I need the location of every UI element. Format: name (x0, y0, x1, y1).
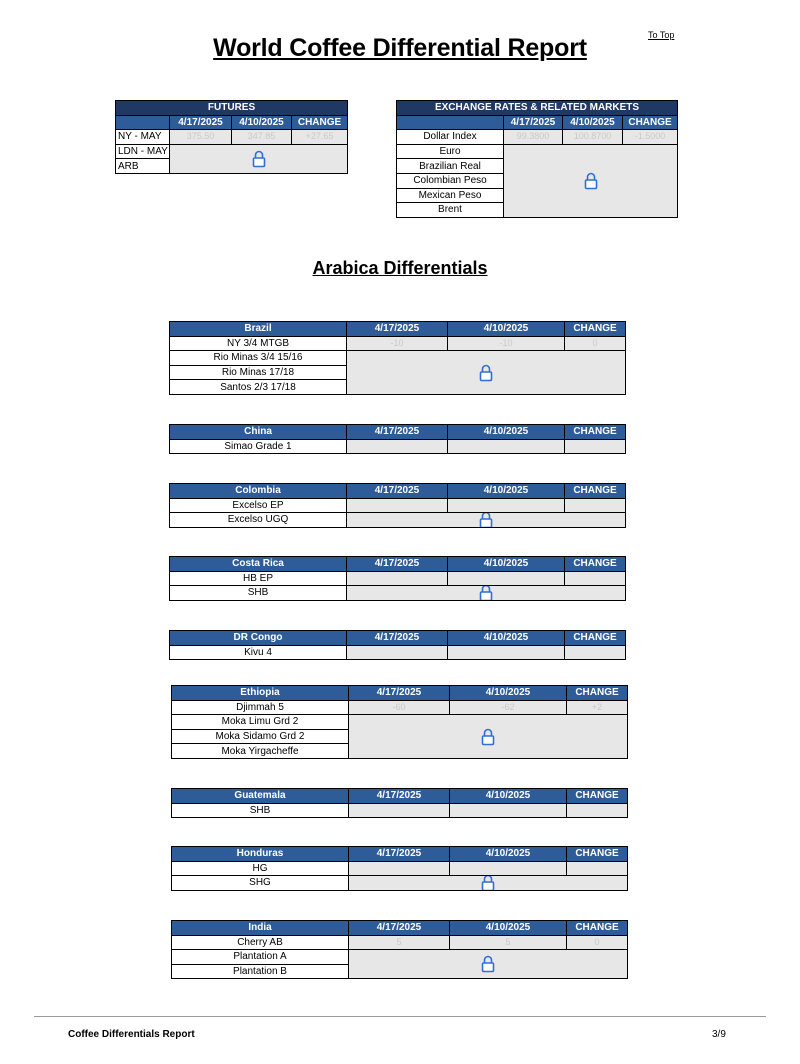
column-header: 4/10/2025 (448, 484, 565, 499)
country-name: Honduras (172, 847, 349, 862)
locked-value: -1.5000 (623, 130, 678, 145)
row-label: HB EP (170, 571, 347, 586)
country-name: Ethiopia (172, 686, 349, 701)
row-label: Excelso EP (170, 498, 347, 513)
column-header: CHANGE (565, 425, 626, 440)
table-row (170, 513, 626, 528)
exchange-rates-table (396, 100, 678, 218)
row-label: Brazilian Real (397, 159, 504, 174)
locked-region (347, 513, 626, 528)
country-table-dr-congo (169, 630, 626, 660)
exchange-rates-table-title: EXCHANGE RATES & RELATED MARKETS (397, 101, 678, 116)
futures-table (115, 100, 348, 174)
locked-value: +2 (567, 700, 628, 715)
locked-value (565, 439, 626, 454)
country-table-china (169, 424, 626, 454)
locked-value: 0 (567, 935, 628, 950)
locked-region (504, 144, 678, 217)
locked-value (567, 861, 628, 876)
locked-value (347, 571, 448, 586)
row-label: Excelso UGQ (170, 513, 347, 528)
locked-value (448, 439, 565, 454)
table-row (172, 935, 628, 950)
column-header: 4/10/2025 (448, 557, 565, 572)
row-label: Cherry AB (172, 935, 349, 950)
footer-report-name: Coffee Differentials Report (68, 1029, 195, 1040)
row-label: Rio Minas 17/18 (170, 365, 347, 380)
table-row (172, 803, 628, 818)
column-header: 4/17/2025 (347, 484, 448, 499)
column-header: 4/10/2025 (450, 847, 567, 862)
locked-value: 0 (565, 336, 626, 351)
table-row (170, 645, 626, 660)
locked-value: 375.50 (170, 130, 232, 145)
column-header: 4/17/2025 (349, 686, 450, 701)
column-header: CHANGE (565, 322, 626, 337)
column-header: 4/10/2025 (448, 631, 565, 646)
row-label: NY 3/4 MTGB (170, 336, 347, 351)
locked-value: -62 (450, 700, 567, 715)
locked-value (347, 498, 448, 513)
locked-region (349, 715, 628, 759)
row-label: Colombian Peso (397, 173, 504, 188)
country-name: Brazil (170, 322, 347, 337)
table-row (172, 700, 628, 715)
column-header: 4/17/2025 (504, 115, 563, 130)
locked-value (448, 498, 565, 513)
country-table-india (171, 920, 628, 979)
country-name: Guatemala (172, 789, 349, 804)
country-table-honduras (171, 846, 628, 891)
table-row (116, 144, 348, 159)
locked-value: 5 (349, 935, 450, 950)
row-label: Djimmah 5 (172, 700, 349, 715)
row-label: Rio Minas 3/4 15/16 (170, 351, 347, 366)
table-row (397, 144, 678, 159)
row-label: Brent (397, 203, 504, 218)
lock-icon[interactable] (584, 172, 598, 190)
country-table-colombia (169, 483, 626, 528)
report-title: World Coffee Differential Report (213, 34, 587, 62)
row-label: Mexican Peso (397, 188, 504, 203)
locked-value: 5 (450, 935, 567, 950)
country-name: Costa Rica (170, 557, 347, 572)
country-name: Colombia (170, 484, 347, 499)
country-name: India (172, 921, 349, 936)
column-header: 4/10/2025 (450, 921, 567, 936)
row-label: LDN - MAY (116, 144, 170, 159)
column-header: CHANGE (567, 921, 628, 936)
footer-divider (34, 1016, 766, 1017)
column-header: CHANGE (565, 557, 626, 572)
table-row (170, 336, 626, 351)
locked-region (347, 586, 626, 601)
row-label: Moka Yirgacheffe (172, 744, 349, 759)
locked-value: -60 (349, 700, 450, 715)
arabica-section-title: Arabica Differentials (312, 258, 488, 278)
column-header: 4/17/2025 (347, 322, 448, 337)
table-row (170, 498, 626, 513)
country-name: DR Congo (170, 631, 347, 646)
column-header: CHANGE (567, 847, 628, 862)
locked-value (450, 803, 567, 818)
table-row (170, 351, 626, 366)
table-row (172, 950, 628, 965)
column-header: 4/17/2025 (347, 631, 448, 646)
column-header: 4/10/2025 (448, 322, 565, 337)
lock-icon[interactable] (479, 586, 493, 601)
locked-value: 347.85 (232, 130, 292, 145)
lock-icon[interactable] (481, 955, 495, 973)
column-header: CHANGE (565, 631, 626, 646)
column-header: 4/10/2025 (563, 115, 623, 130)
locked-value: -10 (448, 336, 565, 351)
column-header: 4/17/2025 (349, 789, 450, 804)
locked-value (448, 645, 565, 660)
row-label: Plantation B (172, 964, 349, 979)
column-header: 4/10/2025 (448, 425, 565, 440)
column-header: 4/10/2025 (450, 789, 567, 804)
column-header: CHANGE (567, 686, 628, 701)
lock-icon[interactable] (479, 364, 493, 382)
footer-page-number: 3/9 (712, 1029, 726, 1040)
row-label: Moka Sidamo Grd 2 (172, 729, 349, 744)
country-name: China (170, 425, 347, 440)
header-blank-cell (397, 115, 504, 130)
row-label: Plantation A (172, 950, 349, 965)
locked-value: -10 (347, 336, 448, 351)
locked-value (448, 571, 565, 586)
table-row (172, 876, 628, 891)
row-label: Euro (397, 144, 504, 159)
table-row (170, 586, 626, 601)
column-header: CHANGE (292, 115, 348, 130)
table-row (116, 130, 348, 145)
locked-value (349, 861, 450, 876)
row-label: Simao Grade 1 (170, 439, 347, 454)
column-header: 4/17/2025 (170, 115, 232, 130)
locked-value (347, 645, 448, 660)
locked-region (170, 144, 348, 173)
futures-table-title: FUTURES (116, 101, 348, 116)
row-label: HG (172, 861, 349, 876)
locked-value: +27.65 (292, 130, 348, 145)
row-label: SHB (172, 803, 349, 818)
locked-value: 99.3800 (504, 130, 563, 145)
lock-icon[interactable] (481, 876, 495, 891)
locked-value: 100.8700 (563, 130, 623, 145)
lock-icon[interactable] (479, 513, 493, 528)
column-header: 4/17/2025 (349, 847, 450, 862)
column-header: 4/17/2025 (347, 557, 448, 572)
locked-value (567, 803, 628, 818)
country-table-guatemala (171, 788, 628, 818)
row-label: SHG (172, 876, 349, 891)
lock-icon[interactable] (252, 150, 266, 168)
column-header: CHANGE (623, 115, 678, 130)
column-header: 4/17/2025 (349, 921, 450, 936)
row-label: Kivu 4 (170, 645, 347, 660)
column-header: 4/17/2025 (347, 425, 448, 440)
locked-region (347, 351, 626, 395)
country-table-costa-rica (169, 556, 626, 601)
table-row (172, 861, 628, 876)
row-label: Dollar Index (397, 130, 504, 145)
row-label: SHB (170, 586, 347, 601)
column-header: 4/10/2025 (232, 115, 292, 130)
locked-value (565, 571, 626, 586)
locked-region (349, 876, 628, 891)
locked-value (565, 645, 626, 660)
header-blank-cell (116, 115, 170, 130)
row-label: Santos 2/3 17/18 (170, 380, 347, 395)
locked-value (450, 861, 567, 876)
row-label: ARB (116, 159, 170, 174)
country-table-ethiopia (171, 685, 628, 759)
locked-value (349, 803, 450, 818)
to-top-link[interactable]: To Top (648, 30, 675, 40)
table-row (170, 571, 626, 586)
country-table-brazil (169, 321, 626, 395)
row-label: Moka Limu Grd 2 (172, 715, 349, 730)
table-row (170, 439, 626, 454)
column-header: CHANGE (567, 789, 628, 804)
table-row (397, 130, 678, 145)
locked-value (565, 498, 626, 513)
lock-icon[interactable] (481, 728, 495, 746)
locked-value (347, 439, 448, 454)
table-row (172, 715, 628, 730)
row-label: NY - MAY (116, 130, 170, 145)
column-header: CHANGE (565, 484, 626, 499)
locked-region (349, 950, 628, 979)
column-header: 4/10/2025 (450, 686, 567, 701)
